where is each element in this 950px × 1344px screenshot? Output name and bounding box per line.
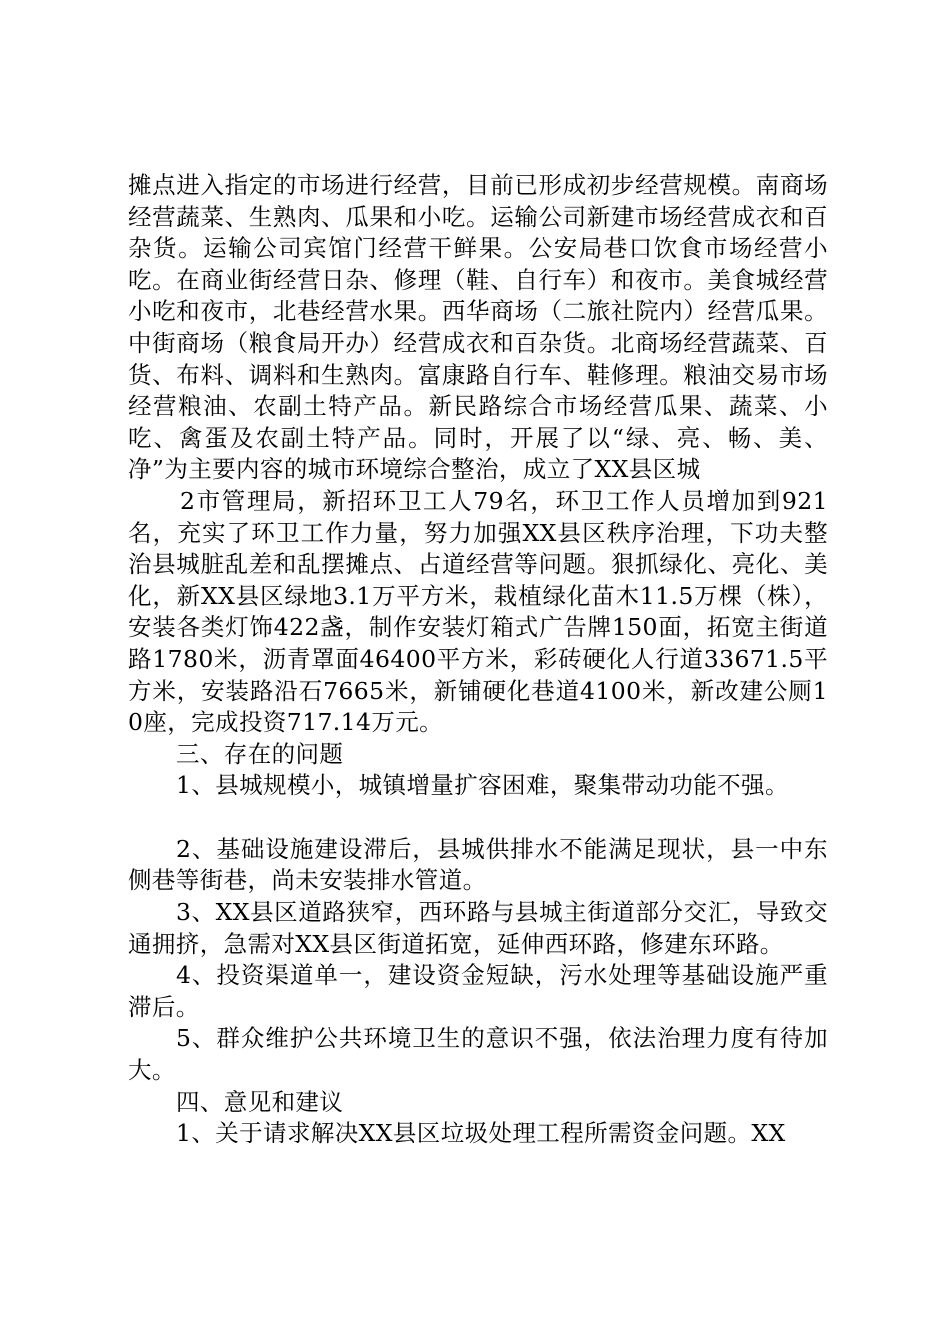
paragraph-market-management: 摊点进入指定的市场进行经营，目前已形成初步经营规模。南商场经营蔬菜、生熟肉、瓜果和小吃。运输公司新建市场经营成衣和百杂货。运输公司宾馆门经营干鲜果。公安局巷口饮食市场经营小吃。在商业街经营日杂、修理（鞋、自行车）和夜市。美食城经营小吃和夜市，北巷经营水果。西华商场（二旅社院内）经营瓜果。中街商场（粮食局开办）经营成衣和百杂货。北商场经营蔬菜、百货、布料、调料和生熟肉。富康路自行车、鞋修理。粮油交易市场经营粮油、农副土特产品。新民路综合市场经营瓜果、蔬菜、小吃、禽蛋及农副土特产品。同时，开展了以“绿、亮、畅、美、净”为主要内容的城市环境综合整治，成立了XX县区城 [128, 171, 828, 484]
problem-item-1: 1、县城规模小，城镇增量扩容困难，聚集带动功能不强。 [176, 771, 789, 800]
document-body [128, 170, 828, 1150]
suggestion-item-1: 1、关于请求解决XX县区垃圾处理工程所需资金问题。XX [176, 1119, 786, 1148]
problem-item-4: 4、投资渠道单一，建设资金短缺，污水处理等基础设施严重滞后。 [128, 961, 828, 1021]
section-heading-suggestions: 四、意见和建议 [176, 1087, 344, 1116]
problem-item-5: 5、群众维护公共环境卫生的意识不强，依法治理力度有待加大。 [128, 1024, 828, 1085]
paragraph-sanitation-greening: 2市管理局，新招环卫工人79名，环卫工作人员增加到921名，充实了环卫工作力量，努力加强XX县区秩序治理，下功夫整治县城脏乱差和乱摆摊点、占道经营等问题。狠抓绿化、亮化、美化，新XX县区绿地3.1万平方米，栽植绿化苗木11.5万棵（株），安装各类灯饰422盏，制作安装灯箱式广告牌150面，拓宽主街道路1780米，沥青罩面46400平方米，彩砖硬化人行道33671.5平方米，安装路沿石7665米，新铺硬化巷道4100米，新改建公厕10座，完成投资717.14万元。 [128, 486, 828, 737]
problem-item-3: 3、XX县区道路狭窄，西环路与县城主街道部分交汇，导致交通拥挤，急需对XX县区街道拓宽，延伸西环路，修建东环路。 [128, 898, 828, 958]
section-heading-problems: 三、存在的问题 [176, 739, 344, 768]
problem-item-2: 2、基础设施建设滞后，县城供排水不能满足现状，县一中东侧巷等街巷，尚未安装排水管道。 [128, 834, 828, 895]
